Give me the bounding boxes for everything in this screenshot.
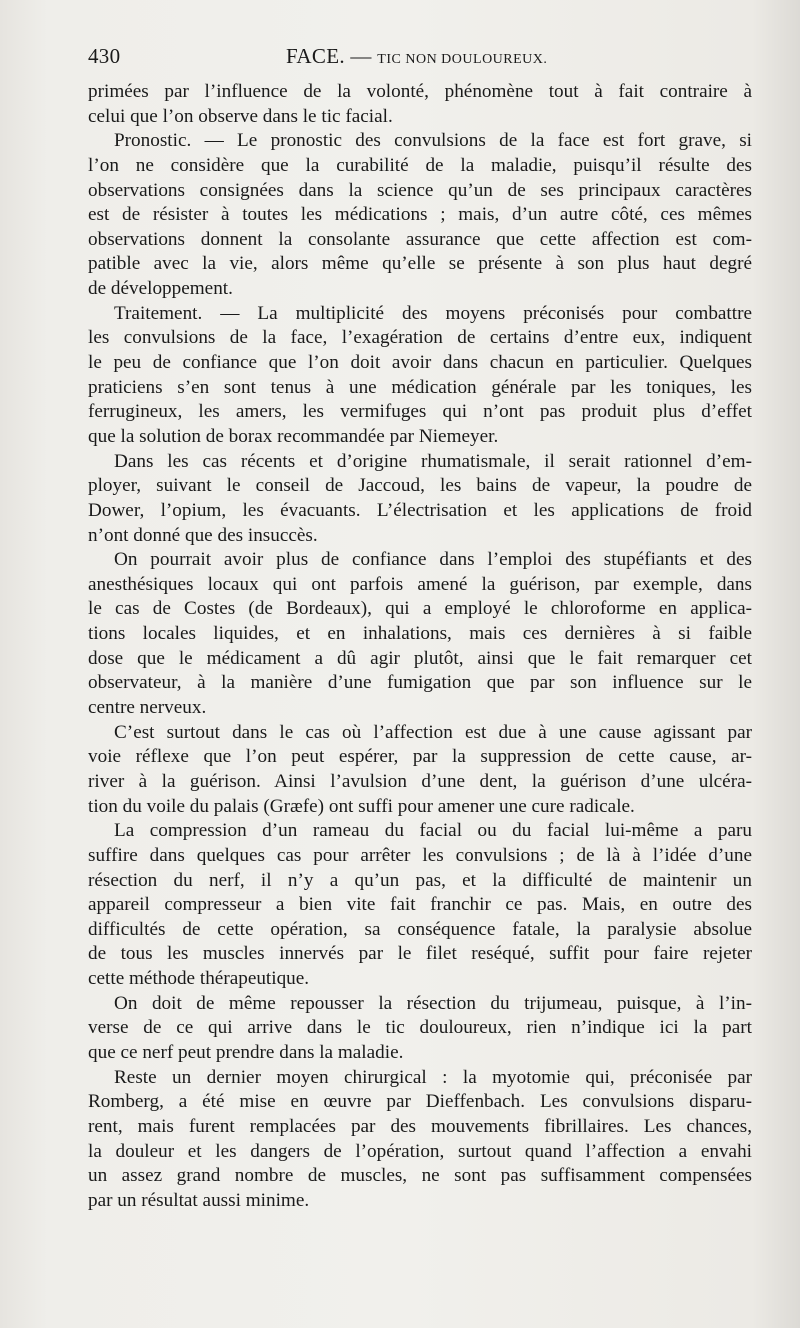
text-line: dose que le médicament a dû agir plutôt, ainsi que le fait remarquer cet	[88, 647, 752, 669]
running-title-sub: TIC NON DOULOUREUX.	[377, 52, 548, 67]
text-line: un assez grand nombre de muscles, ne sont pas suffisamment compensées	[88, 1165, 752, 1187]
text-line: cette méthode thérapeutique.	[88, 968, 310, 990]
text-line: le cas de Costes (de Bordeaux), qui a employé le chloroforme en applica-	[88, 598, 752, 620]
text-line: anesthésiques locaux qui ont parfois amené la guérison, par exemple, dans	[88, 573, 752, 595]
text-line: verse de ce qui arrive dans le tic douloureux, rien n’indique ici la part	[88, 1017, 752, 1039]
text-line: praticiens s’en sont tenus à une médication générale par les toniques, les	[88, 376, 752, 398]
text-line: rent, mais furent remplacées par des mouvements fibrillaires. Les chances,	[88, 1115, 752, 1137]
text-line: tion du voile du palais (Græfe) ont suffi pour amener une cure radicale.	[88, 795, 635, 817]
text-line: suffire dans quelques cas pour arrêter les convulsions ; de là à l’idée d’une	[88, 844, 752, 866]
running-title	[286, 44, 547, 69]
text-line: n’ont donné que des insuccès.	[88, 524, 318, 546]
text-line: C’est surtout dans le cas où l’affection est due à une cause agissant par	[114, 721, 752, 743]
text-line: celui que l’on observe dans le tic facial.	[88, 105, 393, 127]
text-line: patible avec la vie, alors même qu’elle se présente à son plus haut degré	[88, 253, 752, 275]
text-line: de développement.	[88, 278, 233, 300]
text-line: ferrugineux, les amers, les vermifuges qui n’ont pas produit plus d’effet	[88, 401, 752, 423]
text-line: la douleur et les dangers de l’opération, surtout quand l’affection a envahi	[88, 1140, 752, 1162]
text-line: résection du nerf, il n’y a qu’un pas, et la difficulté de maintenir un	[88, 869, 752, 891]
text-line: primées par l’influence de la volonté, phénomène tout à fait contraire à	[88, 81, 752, 102]
text-line: difficultés de cette opération, sa conséquence fatale, la paralysie absolue	[88, 918, 752, 940]
text-line: On doit de même repousser la résection du trijumeau, puisque, à l’in-	[114, 992, 752, 1014]
running-title-main: FACE. —	[286, 44, 372, 68]
text-line: centre nerveux.	[88, 697, 207, 719]
text-line: par un résultat aussi minime.	[88, 1189, 310, 1211]
body-text	[88, 80, 752, 1213]
text-line: Reste un dernier moyen chirurgical : la myotomie qui, préconisée par	[114, 1066, 752, 1088]
text-line: Dower, l’opium, les évacuants. L’électrisation et les applications de froid	[88, 499, 752, 521]
page-number: 430	[88, 44, 121, 68]
text-line: Pronostic. — Le pronostic des convulsions de la face est fort grave, si	[114, 130, 752, 152]
text-line: l’on ne considère que la curabilité de la maladie, puisqu’il résulte des	[88, 154, 752, 176]
text-line: On pourrait avoir plus de confiance dans l’emploi des stupéfiants et des	[114, 549, 752, 571]
text-line: que ce nerf peut prendre dans la maladie.	[88, 1041, 404, 1063]
text-line: est de résister à toutes les médications ; mais, d’un autre côté, ces mêmes	[88, 204, 752, 226]
text-line: observations donnent la consolante assurance que cette affection est com-	[88, 228, 752, 250]
text-line: que la solution de borax recommandée par Niemeyer.	[88, 425, 499, 447]
text-line: ployer, suivant le conseil de Jaccoud, les bains de vapeur, la poudre de	[88, 475, 752, 497]
text-line: observations consignées dans la science qu’un de ses principaux caractères	[88, 179, 752, 201]
text-line: Romberg, a été mise en œuvre par Dieffenbach. Les convulsions disparu-	[88, 1091, 752, 1113]
text-line: Traitement. — La multiplicité des moyens préconisés pour combattre	[114, 302, 752, 324]
text-line: de tous les muscles innervés par le filet reséqué, suffit pour faire rejeter	[88, 943, 752, 965]
text-line: voie réflexe que l’on peut espérer, par la suppression de cette cause, ar-	[88, 746, 752, 768]
text-line: tions locales liquides, et en inhalations, mais ces dernières à si faible	[88, 623, 752, 645]
text-line: les convulsions de la face, l’exagération de certains d’entre eux, indiquent	[88, 327, 752, 349]
text-line: le peu de confiance que l’on doit avoir dans chacun en particulier. Quelques	[88, 352, 752, 374]
text-line: observateur, à la manière d’une fumigation que par son influence sur le	[88, 672, 752, 694]
text-line: river à la guérison. Ainsi l’avulsion d’une dent, la guérison d’une ulcéra-	[88, 770, 752, 792]
text-line: appareil compresseur a bien vite fait franchir ce pas. Mais, en outre des	[88, 894, 752, 916]
text-line: La compression d’un rameau du facial ou du facial lui-même a paru	[114, 820, 752, 842]
text-line: Dans les cas récents et d’origine rhumatismale, il serait rationnel d’em-	[114, 450, 752, 472]
running-head	[88, 44, 752, 74]
